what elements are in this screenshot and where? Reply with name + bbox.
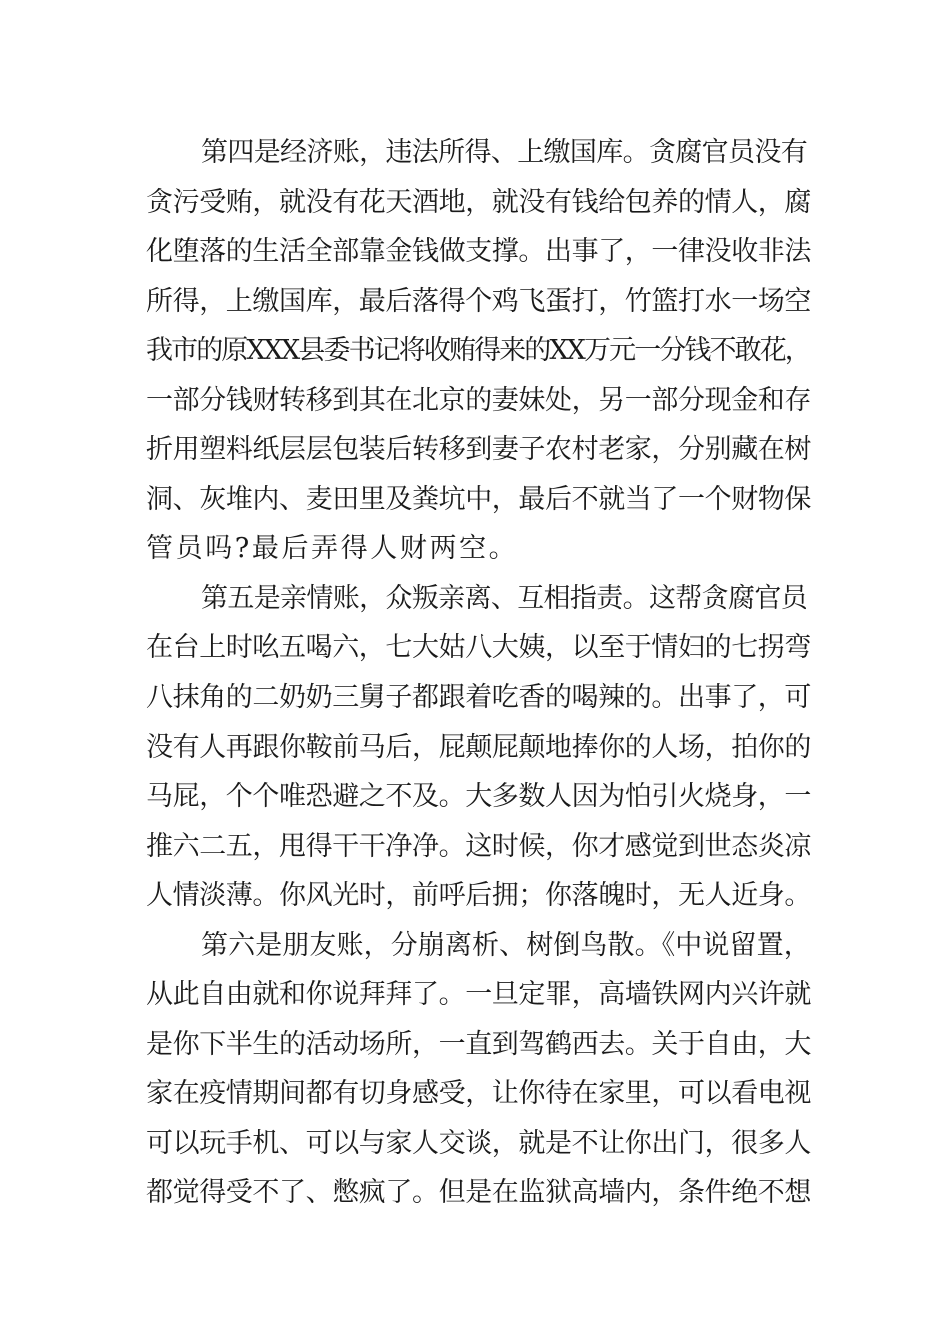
text-line: 折用塑料纸层层包装后转移到妻子农村老家，分别藏在树 — [146, 434, 811, 466]
text-line: 在台上时吆五喝六，七大姑八大姨，以至于情妇的七拐弯 — [146, 632, 811, 664]
text-line: 第六是朋友账，分崩离析、树倒鸟散。《中说留置， — [201, 929, 811, 961]
text-line: 是你下半生的活动场所，一直到驾鹤西去。关于自由，大 — [146, 1028, 811, 1060]
text-line: 管员吗?最后弄得人财两空。 — [146, 533, 519, 565]
body-text — [146, 128, 811, 1218]
text-line: 家在疫情期间都有切身感受，让你待在家里，可以看电视 — [146, 1078, 811, 1110]
text-line: 可以玩手机、可以与家人交谈，就是不让你出门，很多人 — [146, 1127, 811, 1159]
text-line: 一部分钱财转移到其在北京的妻妹处，另一部分现金和存 — [146, 384, 811, 416]
text-line: 没有人再跟你鞍前马后，屁颠屁颠地捧你的人场，拍你的 — [146, 731, 811, 763]
text-line: 第四是经济账，违法所得、上缴国库。贪腐官员没有 — [201, 137, 808, 168]
text-line: 都觉得受不了、憋疯了。但是在监狱高墙内，条件绝不想 — [146, 1177, 811, 1209]
text-line: 推六二五，甩得干干净净。这时候，你才感觉到世态炎凉 — [146, 830, 811, 862]
text-line: 化堕落的生活全部靠金钱做支撑。出事了，一律没收非法 — [146, 236, 811, 268]
text-line: 人情淡薄。你风光时，前呼后拥；你落魄时，无人近身。 — [146, 880, 811, 912]
text-line: 所得，上缴国库，最后落得个鸡飞蛋打，竹篮打水一场空 — [146, 285, 811, 317]
text-line: 洞、灰堆内、麦田里及粪坑中，最后不就当了一个财物保 — [146, 483, 811, 515]
text-line: 从此自由就和你说拜拜了。一旦定罪，高墙铁网内兴许就 — [146, 979, 811, 1011]
text-line: 我市的原XXX县委书记将收贿得来的XX万元一分钱不敢花， — [146, 335, 810, 367]
text-line: 第五是亲情账，众叛亲离、互相指责。这帮贪腐官员 — [201, 582, 808, 614]
text-line: 八抹角的二奶奶三舅子都跟着吃香的喝辣的。出事了，可 — [146, 682, 811, 714]
text-line: 贪污受贿，就没有花天酒地，就没有钱给包养的情人，腐 — [146, 186, 811, 218]
text-line: 马屁，个个唯恐避之不及。大多数人因为怕引火烧身，一 — [146, 781, 811, 813]
